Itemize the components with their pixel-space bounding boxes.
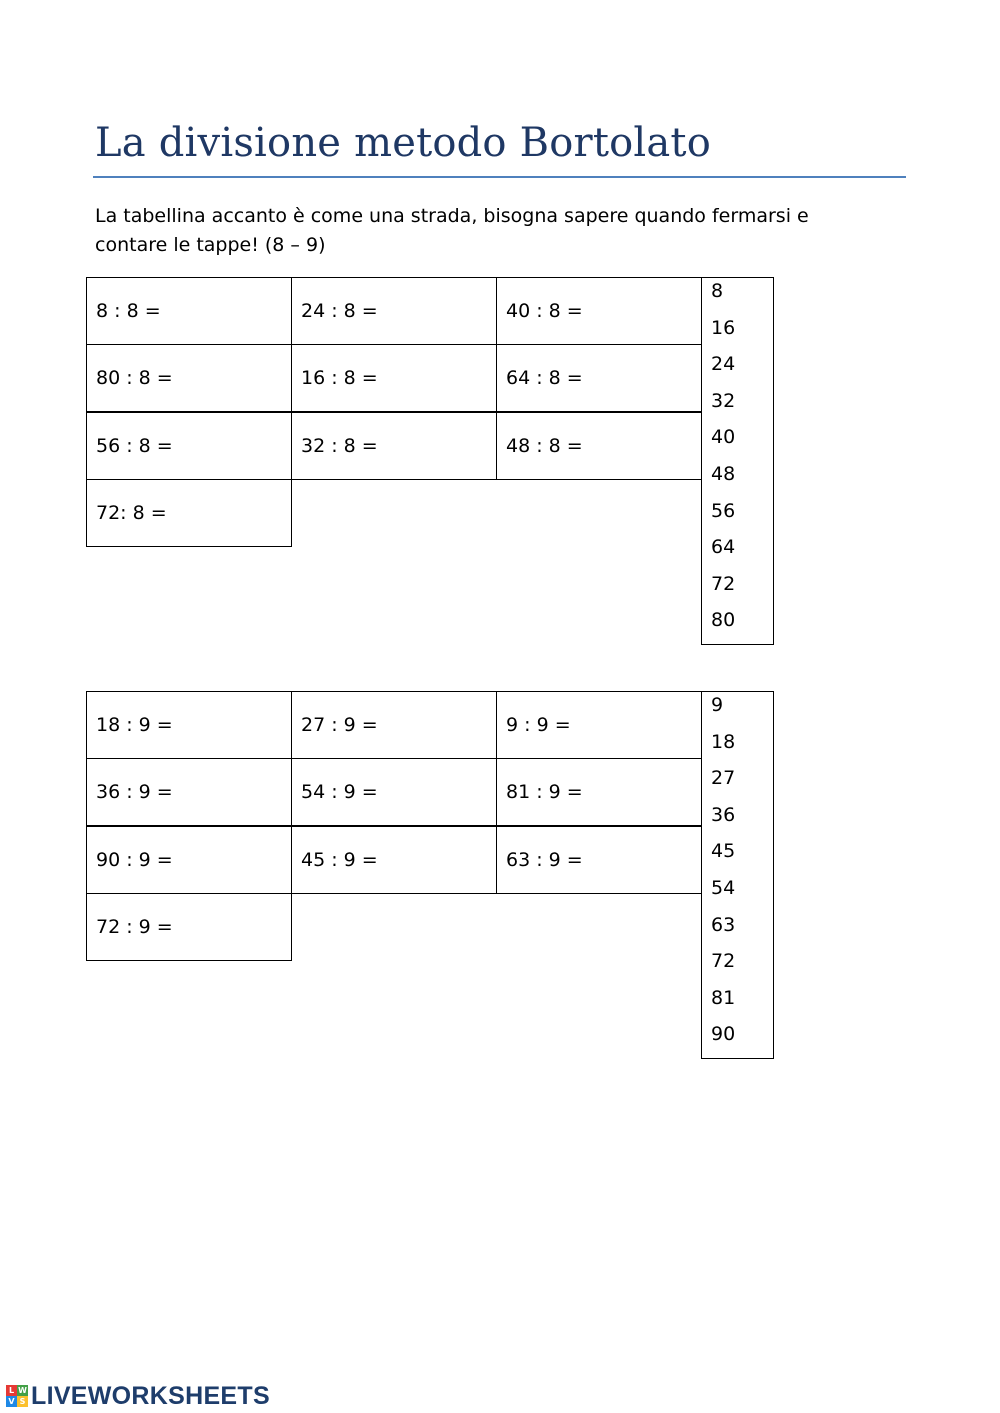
- division-cell[interactable]: 9 : 9 =: [496, 691, 702, 759]
- division-cell[interactable]: 56 : 8 =: [86, 412, 292, 480]
- times-table-column-9: [701, 691, 774, 1059]
- division-cell[interactable]: 81 : 9 =: [496, 758, 702, 826]
- times-table-value: 32: [711, 389, 736, 412]
- times-table-value: 64: [711, 536, 736, 559]
- times-table-value: 54: [711, 876, 736, 899]
- times-table-value: 24: [711, 353, 736, 376]
- times-table-column-8: [701, 277, 774, 645]
- division-cell[interactable]: 45 : 9 =: [291, 826, 497, 894]
- times-table-value: 72: [711, 950, 736, 973]
- division-cell[interactable]: 8 : 8 =: [86, 277, 292, 345]
- times-table-value: 36: [711, 803, 736, 826]
- times-table-value: 18: [711, 730, 736, 753]
- times-table-value: 27: [711, 767, 736, 790]
- liveworksheets-logo-icon: [6, 1385, 28, 1407]
- times-table-value: 81: [711, 986, 736, 1009]
- division-cell[interactable]: 72 : 9 =: [86, 893, 292, 961]
- times-table-value: 9: [711, 694, 724, 716]
- times-table-value: 8: [711, 280, 724, 302]
- division-cell[interactable]: 80 : 8 =: [86, 344, 292, 412]
- times-table-value: 72: [711, 572, 736, 595]
- division-cell[interactable]: 32 : 8 =: [291, 412, 497, 480]
- logo-tile: S: [17, 1396, 28, 1407]
- logo-tile: L: [6, 1385, 17, 1396]
- title-underline: [93, 176, 906, 178]
- times-table-value: 56: [711, 499, 736, 522]
- times-table-value: 48: [711, 462, 736, 485]
- times-table-value: 16: [711, 316, 736, 339]
- division-cell[interactable]: 40 : 8 =: [496, 277, 702, 345]
- times-table-value: 45: [711, 840, 736, 863]
- division-cell[interactable]: 36 : 9 =: [86, 758, 292, 826]
- division-cell[interactable]: 54 : 9 =: [291, 758, 497, 826]
- times-table-value: 80: [711, 609, 736, 632]
- division-cell[interactable]: 48 : 8 =: [496, 412, 702, 480]
- times-table-value: 63: [711, 913, 736, 936]
- logo-tile: W: [18, 1386, 27, 1395]
- page-title: La divisione metodo Bortolato: [95, 120, 711, 166]
- logo-tile: V: [6, 1396, 17, 1407]
- times-table-value: 40: [711, 426, 736, 449]
- division-cell[interactable]: 90 : 9 =: [86, 826, 292, 894]
- division-cell[interactable]: 16 : 8 =: [291, 344, 497, 412]
- division-cell[interactable]: 72: 8 =: [86, 479, 292, 547]
- division-cell[interactable]: 24 : 8 =: [291, 277, 497, 345]
- brand-name: LIVEWORKSHEETS: [31, 1381, 270, 1410]
- times-table-value: 90: [711, 1023, 736, 1046]
- division-cell[interactable]: 18 : 9 =: [86, 691, 292, 759]
- division-cell[interactable]: 63 : 9 =: [496, 826, 702, 894]
- instructions-text: La tabellina accanto è come una strada, bisogna sapere quando fermarsi e contare le tappe! (8 – 9): [95, 205, 809, 256]
- division-cell[interactable]: 27 : 9 =: [291, 691, 497, 759]
- liveworksheets-logo[interactable]: [6, 1381, 270, 1411]
- division-cell[interactable]: 64 : 8 =: [496, 344, 702, 412]
